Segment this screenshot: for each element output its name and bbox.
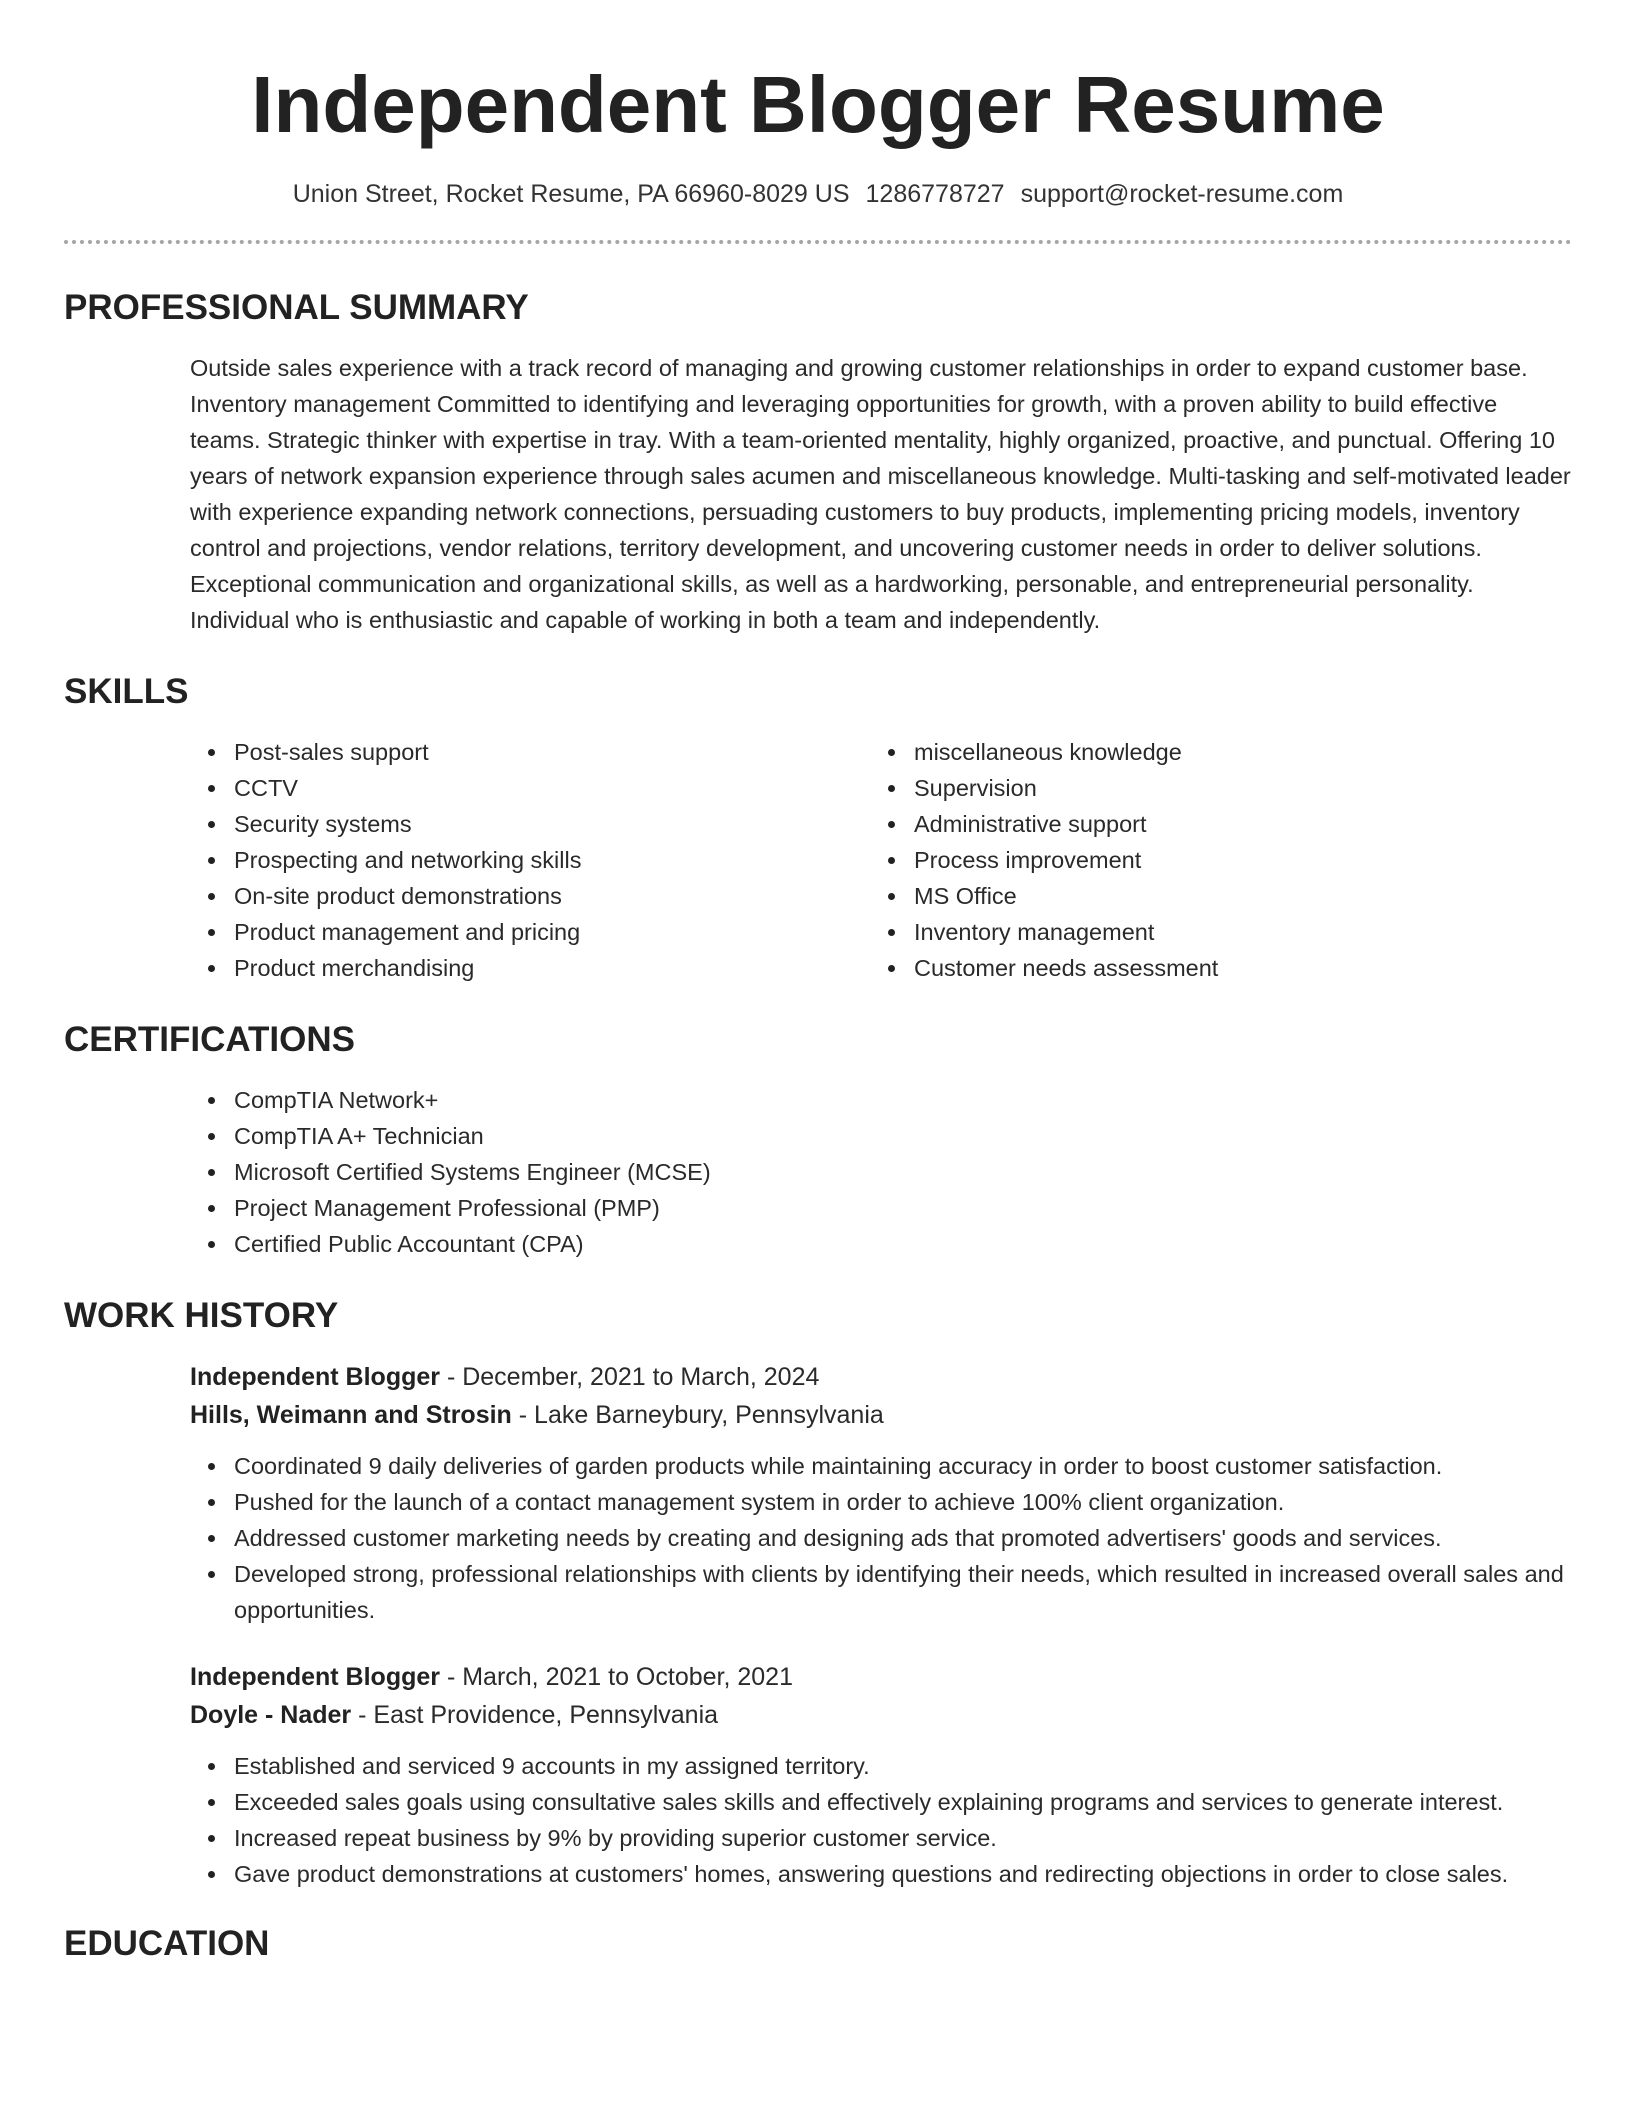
certifications-list	[190, 1082, 1572, 1262]
skill-item: On-site product demonstrations	[234, 878, 870, 914]
certification-item: Certified Public Accountant (CPA)	[234, 1226, 1572, 1262]
summary-heading: PROFESSIONAL SUMMARY	[64, 288, 529, 327]
work-history-heading: WORK HISTORY	[64, 1296, 339, 1335]
certification-item: Project Management Professional (PMP)	[234, 1190, 1572, 1226]
contact-line	[64, 178, 1572, 210]
job-bullet: Established and serviced 9 accounts in my assigned territory.	[234, 1748, 1572, 1784]
skill-item: miscellaneous knowledge	[914, 734, 1550, 770]
job-entry	[190, 1358, 1572, 1628]
job-entry	[190, 1658, 1572, 1892]
job-location: - Lake Barneybury, Pennsylvania	[511, 1401, 884, 1429]
certification-item: Microsoft Certified Systems Engineer (MCSE)	[234, 1154, 1572, 1190]
job-dates: - March, 2021 to October, 2021	[440, 1663, 793, 1691]
job-bullet: Coordinated 9 daily deliveries of garden products while maintaining accuracy in order to boost customer satisfaction.	[234, 1448, 1572, 1484]
summary-section	[64, 350, 1572, 638]
job-company: Hills, Weimann and Strosin	[190, 1401, 512, 1429]
work-history-section	[64, 1358, 1572, 1892]
job-bullet: Addressed customer marketing needs by creating and designing ads that promoted advertisers' goods and services.	[234, 1520, 1572, 1556]
job-company: Doyle - Nader	[190, 1701, 352, 1729]
job-bullet: Exceeded sales goals using consultative sales skills and effectively explaining programs and services to generate interest.	[234, 1784, 1572, 1820]
skills-column-right	[870, 734, 1550, 986]
resume-title: Independent Blogger Resume	[251, 60, 1385, 149]
contact-phone: 1286778727	[865, 180, 1005, 208]
job-bullet: Pushed for the launch of a contact management system in order to achieve 100% client organization.	[234, 1484, 1572, 1520]
job-company-line	[190, 1696, 1572, 1734]
skill-item: Administrative support	[914, 806, 1550, 842]
skill-item: Supervision	[914, 770, 1550, 806]
job-bullet: Developed strong, professional relationships with clients by identifying their needs, which resulted in increased overall sales and opportunities.	[234, 1556, 1572, 1628]
summary-text: Outside sales experience with a track record of managing and growing customer relationships in order to expand customer base. Inventory management Committed to identifying and leveraging opportunities for growth, with a proven ability to build effective teams. Strategic thinker with expertise in tray. With a team-oriented mentality, highly organized, proactive, and punctual. Offering 10 years of network expansion experience through sales acumen and miscellaneous knowledge. Multi-tasking and self-motivated leader with experience expanding network connections, persuading customers to buy products, implementing pricing models, inventory control and projections, vendor relations, territory development, and uncovering customer needs in order to deliver solutions. Exceptional communication and organizational skills, as well as a hardworking, personable, and entrepreneurial personality. Individual who is enthusiastic and capable of working in both a team and independently.	[190, 355, 1571, 633]
certifications-heading: CERTIFICATIONS	[64, 1020, 356, 1059]
job-bullets	[190, 1748, 1572, 1892]
skills-heading: SKILLS	[64, 672, 189, 711]
certifications-section	[64, 1082, 1572, 1262]
skill-item: Product merchandising	[234, 950, 870, 986]
skills-column-left	[190, 734, 870, 986]
resume-page	[64, 0, 1572, 1964]
job-company-line	[190, 1396, 1572, 1434]
certification-item: CompTIA Network+	[234, 1082, 1572, 1118]
job-dates: - December, 2021 to March, 2024	[440, 1363, 820, 1391]
contact-address: Union Street, Rocket Resume, PA 66960-8029 US	[292, 180, 850, 208]
skill-item: Customer needs assessment	[914, 950, 1550, 986]
job-bullet: Increased repeat business by 9% by providing superior customer service.	[234, 1820, 1572, 1856]
skill-item: CCTV	[234, 770, 870, 806]
job-location: - East Providence, Pennsylvania	[351, 1701, 719, 1729]
job-bullet: Gave product demonstrations at customers' homes, answering questions and redirecting objections in order to close sales.	[234, 1856, 1572, 1892]
skill-item: Post-sales support	[234, 734, 870, 770]
skill-item: MS Office	[914, 878, 1550, 914]
education-heading: EDUCATION	[64, 1924, 270, 1963]
skill-item: Product management and pricing	[234, 914, 870, 950]
job-title-line	[190, 1658, 1572, 1696]
skill-item: Security systems	[234, 806, 870, 842]
skill-item: Inventory management	[914, 914, 1550, 950]
job-title-line	[190, 1358, 1572, 1396]
job-title: Independent Blogger	[190, 1363, 440, 1391]
header-divider	[64, 240, 1572, 244]
job-bullets	[190, 1448, 1572, 1628]
skill-item: Prospecting and networking skills	[234, 842, 870, 878]
job-title: Independent Blogger	[190, 1663, 440, 1691]
skills-list-left	[190, 734, 870, 986]
skill-item: Process improvement	[914, 842, 1550, 878]
skills-section	[64, 734, 1572, 986]
contact-email: support@rocket-resume.com	[1020, 180, 1344, 208]
certification-item: CompTIA A+ Technician	[234, 1118, 1572, 1154]
skills-list-right	[870, 734, 1550, 986]
